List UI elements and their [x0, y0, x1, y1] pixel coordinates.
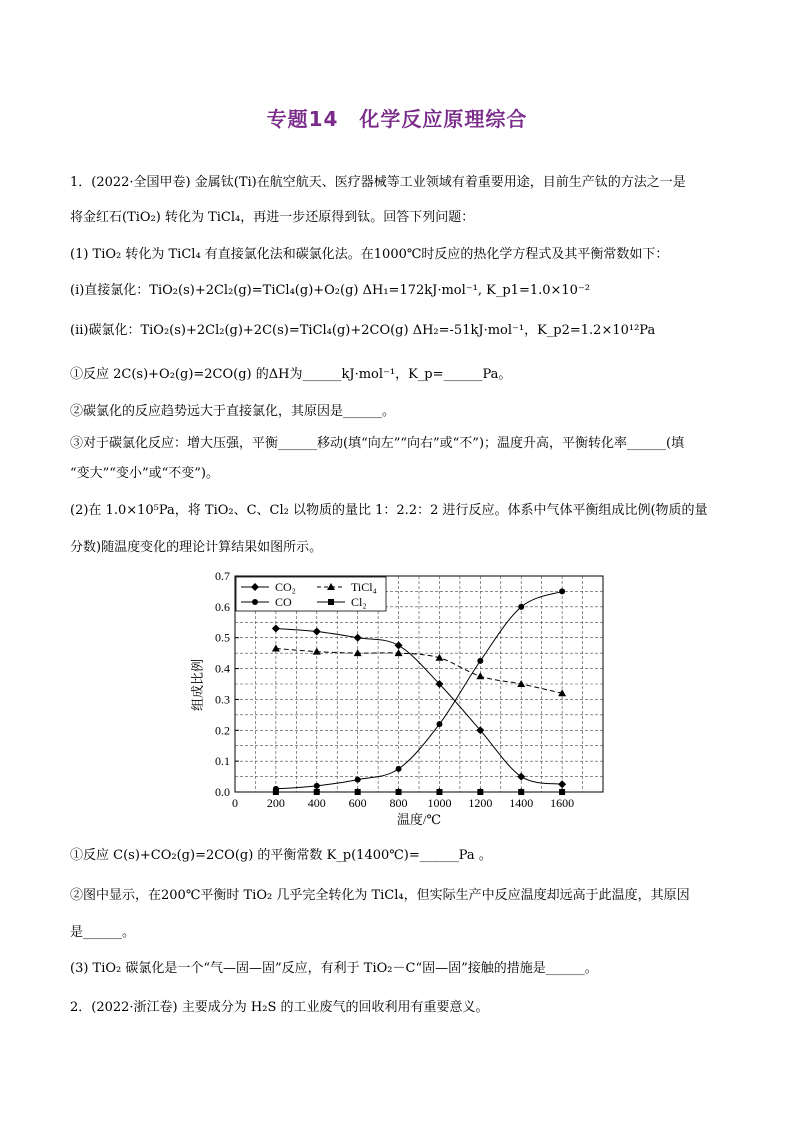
- y-tick-label: 0.1: [215, 754, 230, 769]
- y-tick-label: 0.0: [215, 785, 230, 799]
- data-point-3: [559, 789, 565, 795]
- legend-label: TiCl₄: [351, 580, 377, 594]
- data-point-2: [314, 783, 320, 789]
- x-tick-label: 200: [266, 796, 285, 810]
- part-2-intro-2: 分数)随温度变化的理论计算结果如图所示。: [70, 540, 323, 555]
- legend-label: CO₂: [275, 580, 296, 594]
- data-point-2: [477, 658, 483, 664]
- question-1-text-2: 将金红石(TiO₂) 转化为 TiCl₄，再进一步还原得到钛。回答下列问题：: [70, 210, 475, 225]
- x-tick-label: 800: [389, 796, 408, 810]
- data-point-2: [559, 588, 565, 594]
- subquestion-2: ②碳氯化的反应趋势远大于直接氯化，其原因是______。: [70, 404, 396, 419]
- data-point-3: [273, 789, 279, 795]
- data-point-3: [518, 789, 524, 795]
- x-tick-label: 1000: [427, 796, 452, 810]
- composition-chart: [180, 565, 620, 835]
- equation-carbochlorination: (ⅱ)碳氯化：TiO₂(s)+2Cl₂(g)+2C(s)=TiCl₄(g)+2CO(g) ΔH₂=-51kJ·mol⁻¹，K_p2=1.2×10¹²Pa: [70, 323, 656, 338]
- data-point-3: [477, 789, 483, 795]
- legend-label: Cl₂: [351, 595, 367, 609]
- x-tick-label: 0: [232, 796, 238, 810]
- question-1-text: 1．(2022·全国甲卷) 金属钛(Ti)在航空航天、医疗器械等工业领域有着重要用途，目前生产钛的方法之一是: [70, 175, 686, 190]
- part-2-intro: (2)在 1.0×10⁵Pa，将 TiO₂、C、Cl₂ 以物质的量比 1：2.2：2 进行反应。体系中气体平衡组成比例(物质的量: [70, 503, 708, 518]
- legend-marker: [328, 599, 334, 605]
- question-2-text: 2．(2022·浙江卷) 主要成分为 H₂S 的工业废气的回收利用有重要意义。: [70, 1000, 489, 1015]
- data-point-2: [518, 604, 524, 610]
- y-tick-label: 0.3: [215, 692, 230, 707]
- y-tick-label: 0.4: [215, 661, 230, 676]
- x-tick-label: 1600: [550, 796, 575, 810]
- y-tick-label: 0.5: [215, 630, 230, 645]
- chart-question-2-cont: 是______。: [70, 925, 136, 940]
- data-point-2: [355, 777, 361, 783]
- legend-marker: [252, 599, 258, 605]
- y-axis-label: 组成比例: [190, 658, 205, 712]
- x-tick-label: 1200: [468, 796, 493, 810]
- x-tick-label: 1400: [509, 796, 534, 810]
- page-title: 专题14 化学反应原理综合: [266, 107, 528, 131]
- subquestion-3-cont: “变大”“变小”或“不变”)。: [70, 466, 219, 481]
- data-point-3: [314, 789, 320, 795]
- y-tick-label: 0.6: [215, 599, 230, 614]
- legend-label: CO: [275, 595, 292, 609]
- x-axis-label: 温度/℃: [396, 812, 442, 827]
- part-1-intro: (1) TiO₂ 转化为 TiCl₄ 有直接氯化法和碳氯化法。在1000℃时反应的热化学方程式及其平衡常数如下：: [70, 247, 669, 262]
- subquestion-3: ③对于碳氯化反应：增大压强，平衡______移动(填“向左”“向右”或“不”)；温度升高，平衡转化率______(填: [70, 436, 685, 451]
- chart-question-1: ①反应 C(s)+CO₂(g)=2CO(g) 的平衡常数 K_p(1400℃)=______Pa 。: [70, 848, 492, 863]
- data-point-3: [396, 789, 402, 795]
- data-point-2: [396, 766, 402, 772]
- x-tick-label: 600: [348, 796, 367, 810]
- data-point-2: [436, 721, 442, 727]
- data-point-3: [436, 789, 442, 795]
- subquestion-1: ①反应 2C(s)+O₂(g)=2CO(g) 的ΔH为______kJ·mol⁻¹，K_p=______Pa。: [70, 367, 512, 382]
- x-tick-label: 400: [307, 796, 326, 810]
- part-3-question: (3) TiO₂ 碳氯化是一个“气—固—固”反应，有利于 TiO₂－C“固—固”接触的措施是______。: [70, 961, 598, 976]
- equation-direct-chlorination: (ⅰ)直接氯化：TiO₂(s)+2Cl₂(g)=TiCl₄(g)+O₂(g) ΔH₁=172kJ·mol⁻¹, K_p1=1.0×10⁻²: [70, 283, 591, 298]
- chart-legend: [236, 577, 386, 611]
- data-point-3: [355, 789, 361, 795]
- y-tick-label: 0.2: [215, 723, 230, 738]
- chart-question-2: ②图中显示，在200℃平衡时 TiO₂ 几乎完全转化为 TiCl₄，但实际生产中反应温度却远高于此温度，其原因: [70, 888, 690, 903]
- y-tick-label: 0.7: [215, 569, 230, 583]
